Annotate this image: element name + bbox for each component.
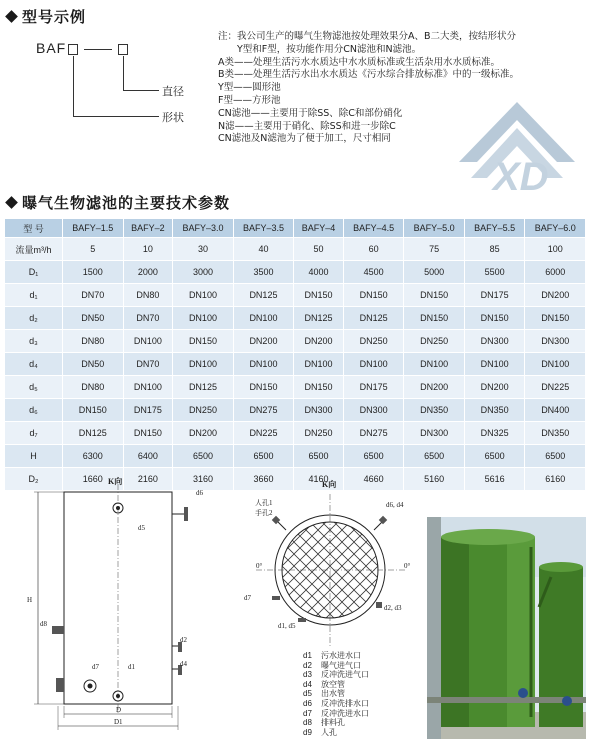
spec-value-cell: DN200: [173, 422, 234, 445]
spec-value-cell: 30: [173, 238, 234, 261]
spec-table-header-cell: BAFY–1.5: [63, 219, 124, 238]
spec-param-name: D₁: [5, 261, 63, 284]
legend-key: d6: [303, 698, 312, 708]
top-view-k-label: K向: [322, 480, 337, 489]
spec-value-cell: DN100: [294, 353, 344, 376]
top-label-deg-left: 0°: [256, 562, 263, 570]
spec-param-name: d₅: [5, 376, 63, 399]
spec-value-cell: DN100: [123, 376, 173, 399]
spec-value-cell: DN150: [343, 284, 404, 307]
spec-value-cell: DN100: [343, 353, 404, 376]
model-code-prefix: BAF: [36, 40, 67, 56]
legend-key: d2: [303, 660, 312, 670]
spec-value-cell: DN350: [464, 399, 525, 422]
legend-item: [303, 709, 369, 719]
spec-value-cell: DN200: [525, 284, 586, 307]
spec-value-cell: DN325: [464, 422, 525, 445]
spec-param-name: d₇: [5, 422, 63, 445]
spec-value-cell: 6400: [123, 445, 173, 468]
spec-value-cell: 6300: [63, 445, 124, 468]
diameter-leader-v: [123, 56, 124, 90]
spec-param-name: d₃: [5, 330, 63, 353]
svg-text:XD: XD: [493, 155, 549, 195]
table-row: [5, 307, 586, 330]
top-label-deg-right: 0°: [404, 562, 411, 570]
legend-text: 反冲洗进水口: [321, 708, 369, 718]
note-line: B类——处理生活污水出水水质达《污水综合排放标准》中的一级标准。: [218, 69, 520, 81]
spec-table-header-cell: BAFY–2: [123, 219, 173, 238]
diameter-code-box: [118, 44, 128, 55]
spec-value-cell: 10: [123, 238, 173, 261]
legend-key: d4: [303, 679, 312, 689]
spec-value-cell: 5: [63, 238, 124, 261]
spec-value-cell: DN150: [404, 307, 465, 330]
spec-value-cell: 85: [464, 238, 525, 261]
drawing-legend: [303, 651, 369, 737]
label-shape: 形状: [162, 111, 184, 124]
spec-value-cell: DN100: [173, 307, 234, 330]
spec-value-cell: 5160: [404, 468, 465, 491]
spec-value-cell: DN300: [343, 399, 404, 422]
legend-key: d9: [303, 727, 312, 737]
spec-table-header-row: [5, 219, 586, 238]
top-label-d7: d7: [244, 594, 251, 602]
table-row: [5, 261, 586, 284]
diamond-bullet-icon: [5, 196, 18, 209]
spec-value-cell: DN300: [464, 330, 525, 353]
legend-item: [303, 728, 369, 738]
spec-param-name: 流量m³/h: [5, 238, 63, 261]
table-row: [5, 353, 586, 376]
spec-table-header-cell: BAFY–4.5: [343, 219, 404, 238]
spec-value-cell: DN100: [404, 353, 465, 376]
spec-value-cell: DN300: [294, 399, 344, 422]
top-label-manhole1: 人孔1: [255, 499, 273, 507]
spec-value-cell: DN150: [294, 284, 344, 307]
note-line: CN滤池——主要用于除SS、除C和部份硝化: [218, 107, 403, 119]
spec-value-cell: DN150: [464, 307, 525, 330]
legend-key: d5: [303, 689, 312, 699]
spec-value-cell: DN150: [404, 284, 465, 307]
spec-value-cell: DN100: [233, 353, 294, 376]
side-label-d1: d1: [128, 663, 135, 671]
spec-value-cell: 4660: [343, 468, 404, 491]
diameter-leader-h: [123, 90, 159, 91]
spec-value-cell: 6500: [233, 445, 294, 468]
spec-value-cell: 100: [525, 238, 586, 261]
tank-photo: [427, 517, 586, 739]
spec-value-cell: DN275: [233, 399, 294, 422]
side-label-d5: d5: [138, 524, 145, 532]
spec-value-cell: DN80: [63, 330, 124, 353]
legend-text: 反冲洗进气口: [321, 670, 369, 680]
section-title-model-example: 型号示例: [4, 6, 86, 27]
spec-value-cell: 6500: [343, 445, 404, 468]
spec-param-name: d₆: [5, 399, 63, 422]
spec-value-cell: 3000: [173, 261, 234, 284]
company-logo-icon: [455, 100, 580, 195]
spec-value-cell: 4000: [294, 261, 344, 284]
spec-value-cell: DN100: [233, 307, 294, 330]
table-row: [5, 330, 586, 353]
spec-value-cell: DN400: [525, 399, 586, 422]
shape-leader-v: [73, 56, 74, 116]
spec-value-cell: DN150: [63, 399, 124, 422]
spec-value-cell: DN250: [173, 399, 234, 422]
spec-param-name: d₂: [5, 307, 63, 330]
spec-value-cell: DN125: [343, 307, 404, 330]
legend-key: d1: [303, 651, 312, 660]
spec-table-header-cell: 型 号: [5, 219, 63, 238]
spec-param-name: d₁: [5, 284, 63, 307]
spec-value-cell: DN100: [525, 353, 586, 376]
legend-key: d7: [303, 708, 312, 718]
note-line: N滤——主要用于硝化、除SS和进一步除C: [218, 120, 396, 132]
spec-value-cell: DN225: [525, 376, 586, 399]
spec-value-cell: DN125: [173, 376, 234, 399]
spec-value-cell: DN150: [233, 376, 294, 399]
spec-param-name: D₂: [5, 468, 63, 491]
note-line: 注：我公司生产的曝气生物滤池按处理效果分A、B二大类，按结形状分: [218, 31, 517, 42]
spec-value-cell: 2000: [123, 261, 173, 284]
spec-value-cell: DN100: [173, 353, 234, 376]
spec-value-cell: 75: [404, 238, 465, 261]
spec-value-cell: DN250: [294, 422, 344, 445]
spec-value-cell: DN125: [233, 284, 294, 307]
spec-value-cell: DN100: [464, 353, 525, 376]
spec-value-cell: 6500: [173, 445, 234, 468]
legend-item: [303, 670, 369, 680]
note-line: Y型和F型，按功能作用分CN滤池和N滤池。: [218, 43, 422, 55]
section-title-tech-params: 曝气生物滤池的主要技术参数: [4, 192, 230, 213]
shape-leader-h: [73, 116, 159, 117]
legend-text: 人孔: [321, 727, 337, 737]
legend-key: d3: [303, 670, 312, 680]
spec-table-header-cell: BAFY–3.0: [173, 219, 234, 238]
spec-value-cell: DN150: [525, 307, 586, 330]
legend-text: 出水管: [321, 689, 345, 699]
spec-value-cell: DN100: [173, 284, 234, 307]
top-label-d1d5: d1, d5: [278, 622, 296, 630]
shape-code-box: [68, 44, 78, 55]
spec-value-cell: 6000: [525, 261, 586, 284]
spec-value-cell: DN250: [343, 330, 404, 353]
side-label-d6: d6: [196, 489, 203, 497]
spec-value-cell: DN300: [525, 330, 586, 353]
spec-table-header-cell: BAFY–5.0: [404, 219, 465, 238]
top-label-manhole2: 手孔2: [255, 509, 273, 517]
legend-text: 曝气进气口: [321, 660, 361, 670]
spec-value-cell: DN70: [63, 284, 124, 307]
spec-value-cell: DN275: [343, 422, 404, 445]
spec-value-cell: 3500: [233, 261, 294, 284]
spec-value-cell: 6500: [404, 445, 465, 468]
spec-param-name: d₄: [5, 353, 63, 376]
legend-text: 污水进水口: [321, 651, 361, 660]
side-label-d7: d7: [92, 663, 99, 671]
spec-value-cell: DN80: [123, 284, 173, 307]
legend-text: 反冲洗排水口: [321, 698, 369, 708]
spec-value-cell: 6500: [294, 445, 344, 468]
spec-value-cell: DN350: [404, 399, 465, 422]
spec-value-cell: DN80: [63, 376, 124, 399]
side-label-d1-dim: D1: [114, 718, 123, 726]
spec-value-cell: DN175: [123, 399, 173, 422]
spec-value-cell: DN200: [294, 330, 344, 353]
legend-item: [303, 661, 369, 671]
spec-value-cell: DN150: [123, 422, 173, 445]
label-diameter: 直径: [162, 85, 184, 98]
spec-value-cell: 4160: [294, 468, 344, 491]
spec-value-cell: DN125: [63, 422, 124, 445]
legend-item: [303, 718, 369, 728]
spec-table-header-cell: BAFY–6.0: [525, 219, 586, 238]
side-view-drawing: [34, 474, 220, 736]
table-row: [5, 422, 586, 445]
side-label-d: D: [116, 706, 122, 714]
top-label-d2d3: d2, d3: [384, 604, 402, 612]
spec-value-cell: DN200: [233, 330, 294, 353]
legend-item: [303, 651, 369, 661]
note-line: A类——处理生活污水水质达中水水质标准或生活杂用水水质标准。: [218, 56, 500, 68]
spec-value-cell: DN350: [525, 422, 586, 445]
legend-item: [303, 689, 369, 699]
legend-text: 排料孔: [321, 718, 345, 728]
spec-value-cell: DN100: [123, 330, 173, 353]
side-label-d4: d4: [180, 660, 187, 668]
legend-key: d8: [303, 718, 312, 728]
spec-table: [4, 218, 586, 491]
table-row: [5, 238, 586, 261]
side-label-d2: d2: [180, 636, 187, 644]
table-row: [5, 376, 586, 399]
spec-table-header-cell: BAFY–3.5: [233, 219, 294, 238]
note-line: Y型——圆形池: [218, 82, 281, 94]
diamond-bullet-icon: [5, 10, 18, 23]
spec-value-cell: 1500: [63, 261, 124, 284]
spec-value-cell: 6500: [525, 445, 586, 468]
spec-value-cell: DN225: [233, 422, 294, 445]
spec-value-cell: 3660: [233, 468, 294, 491]
side-view-k-label: K向: [108, 477, 123, 486]
spec-value-cell: DN175: [343, 376, 404, 399]
spec-value-cell: DN250: [404, 330, 465, 353]
spec-value-cell: 5616: [464, 468, 525, 491]
side-label-d8: d8: [40, 620, 47, 628]
spec-table-header-cell: BAFY–4: [294, 219, 344, 238]
spec-value-cell: 50: [294, 238, 344, 261]
spec-value-cell: 5500: [464, 261, 525, 284]
spec-value-cell: 1660: [63, 468, 124, 491]
spec-value-cell: DN175: [464, 284, 525, 307]
spec-value-cell: 4500: [343, 261, 404, 284]
spec-value-cell: DN150: [294, 376, 344, 399]
spec-param-name: H: [5, 445, 63, 468]
note-line: F型——方形池: [218, 94, 281, 106]
spec-value-cell: DN70: [123, 353, 173, 376]
note-line: CN滤池及N滤池为了便于加工，尺寸相同: [218, 133, 391, 145]
spec-value-cell: DN150: [173, 330, 234, 353]
spec-value-cell: DN125: [294, 307, 344, 330]
top-label-d6d4: d6, d4: [386, 501, 404, 509]
spec-table-header-cell: BAFY–5.5: [464, 219, 525, 238]
spec-value-cell: 3160: [173, 468, 234, 491]
table-row: [5, 399, 586, 422]
spec-value-cell: DN300: [404, 422, 465, 445]
spec-value-cell: 40: [233, 238, 294, 261]
spec-value-cell: DN200: [464, 376, 525, 399]
legend-item: [303, 680, 369, 690]
spec-value-cell: DN50: [63, 307, 124, 330]
spec-value-cell: 6500: [464, 445, 525, 468]
legend-item: [303, 699, 369, 709]
spec-value-cell: DN200: [404, 376, 465, 399]
spec-value-cell: 60: [343, 238, 404, 261]
spec-value-cell: 2160: [123, 468, 173, 491]
table-row: [5, 445, 586, 468]
legend-text: 放空管: [321, 679, 345, 689]
side-label-h: H: [27, 596, 33, 604]
spec-value-cell: 6160: [525, 468, 586, 491]
table-row: [5, 284, 586, 307]
spec-value-cell: 5000: [404, 261, 465, 284]
spec-value-cell: DN50: [63, 353, 124, 376]
spec-value-cell: DN70: [123, 307, 173, 330]
model-code-dash: [84, 49, 112, 50]
